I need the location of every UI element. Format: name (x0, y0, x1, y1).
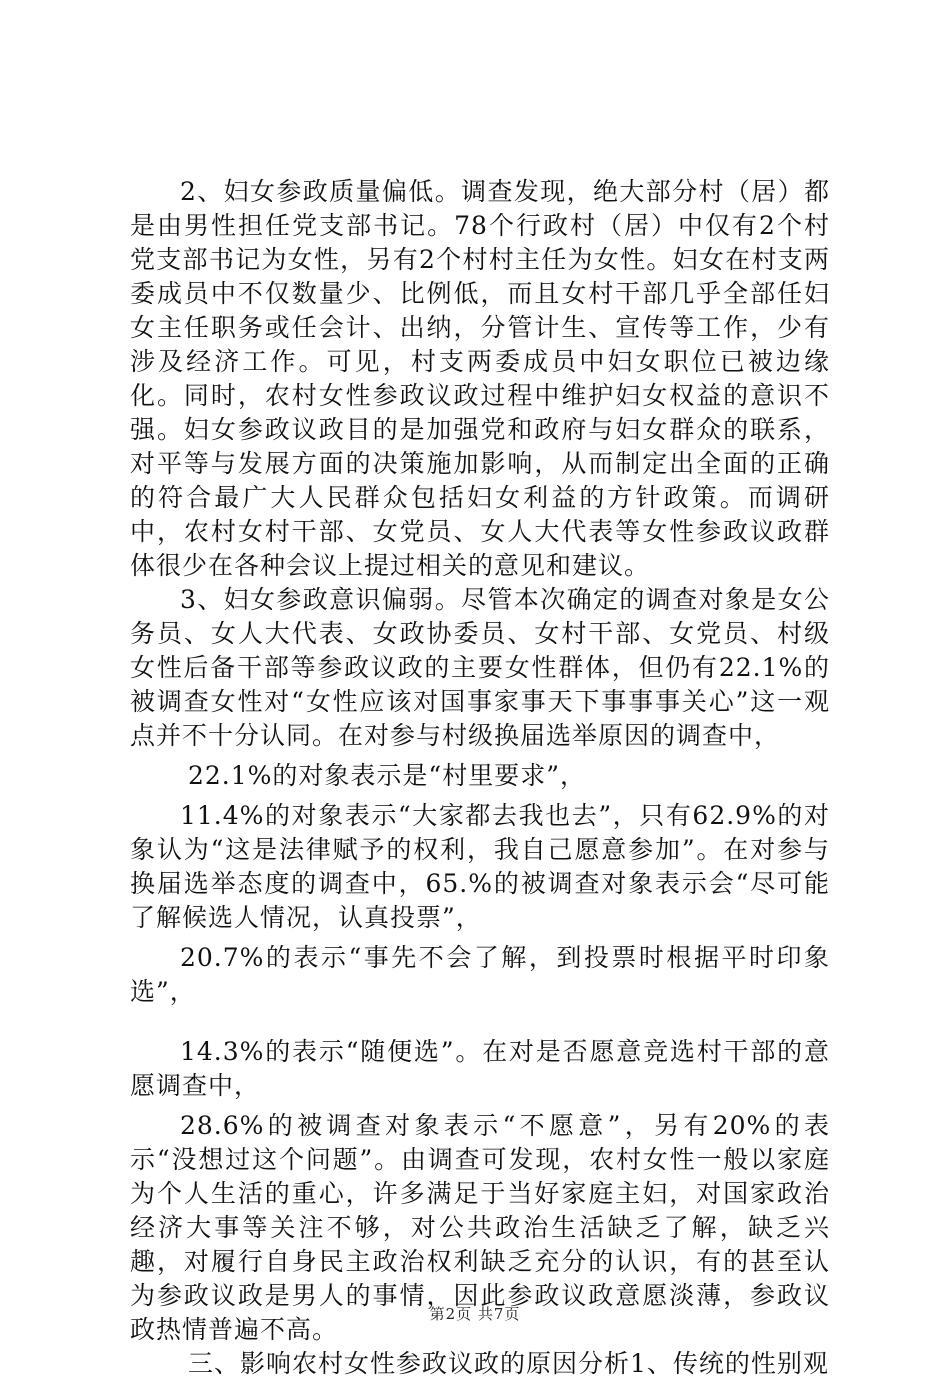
paragraph-stat-impression-vote: 20.7%的表示“事先不会了解，到投票时根据平时印象选”， (130, 943, 830, 1006)
page-number-footer: 第2页 共7页 (429, 1305, 521, 1323)
paragraph-stat-follow-others: 11.4%的对象表示“大家都去我也去”，只有62.9%的对象认为“这是法律赋予的权利，我自己愿意参加”。在对参与换届选举态度的调查中，65.%的被调查对象表示会“尽可能了解候选人情况，认真投票”， (130, 801, 830, 932)
paragraph-quality: 2、妇女参政质量偏低。调查发现，绝大部分村（居）都是由男性担任党支部书记。78个行政村（居）中仅有2个村党支部书记为女性，另有2个村村主任为女性。妇女在村支两委成员中不仅数量少、比例低，而且女村干部几乎全部任妇女主任职务或任会计、出纳，分管计生、宣传等工作，少有涉及经济工作。可见，村支两委成员中妇女职位已被边缘化。同时，农村女性参政议政过程中维护妇女权益的意识不强。妇女参政议政目的是加强党和政府与妇女群众的联系，对平等与发展方面的决策施加影响，从而制定出全面的正确的符合最广大人民群众包括妇女利益的方针政策。而调研中，农村女村干部、女党员、女人大代表等女性参政议政群体很少在各种会议上提过相关的意见和建议。 (130, 177, 830, 580)
paragraph-stat-village-request: 22.1%的对象表示是“村里要求”， (188, 761, 586, 790)
paragraph-awareness: 3、妇女参政意识偏弱。尽管本次确定的调查对象是女公务员、女人大代表、女政协委员、女村干部、女党员、村级女性后备干部等参政议政的主要女性群体，但仍有22.1%的被调查女性对“女性应该对国事家事天下事事事关心”这一观点并不十分认同。在对参与村级换届选举原因的调查中， (130, 585, 830, 750)
document-body (130, 175, 830, 1381)
section-heading-cause-analysis: 三、影响农村女性参政议政的原因分析1、传统的性别观 (188, 1349, 829, 1378)
paragraph-stat-random-vote: 14.3%的表示“随便选”。在对是否愿意竞选村干部的意愿调查中， (130, 1037, 830, 1100)
paragraph-stat-unwilling: 28.6%的被调查对象表示“不愿意”，另有20%的表示“没想过这个问题”。由调查可发现，农村女性一般以家庭为个人生活的重心，许多满足于当好家庭主妇，对国家政治经济大事等关注不够，对公共政治生活缺乏了解，缺乏兴趣，对履行自身民主政治权利缺乏充分的认识，有的甚至认为参政议政是男人的事情，因此参政议政意愿淡薄，参政议政热情普遍不高。 (130, 1111, 830, 1344)
